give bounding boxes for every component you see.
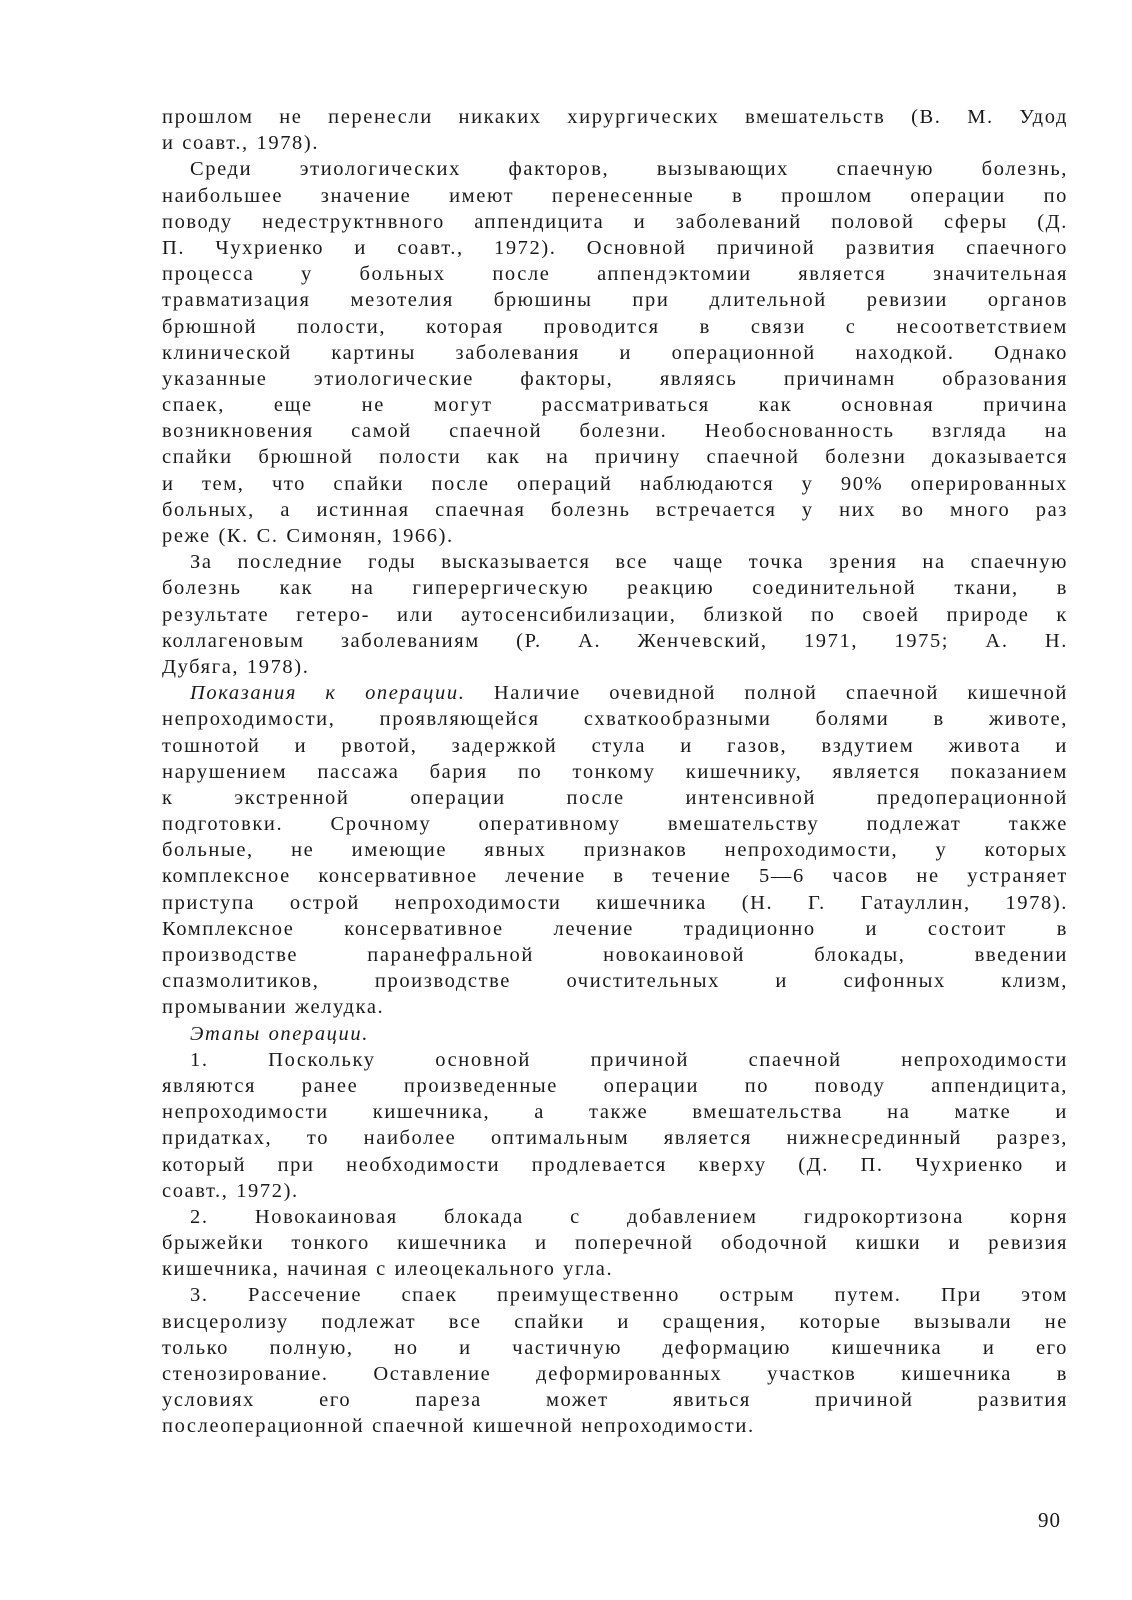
text-line: результате гетеро- или аутосенсибилизации, близкой по своей природе к — [162, 603, 1068, 626]
text-line: который при необходимости продлевается кверху (Д. П. Чухриенко и — [162, 1153, 1068, 1176]
text-line: Среди этиологических факторов, вызывающих спаечную болезнь, — [190, 158, 1068, 181]
paragraph-indications — [162, 680, 1068, 1020]
text-line: П. Чухриенко и соавт., 1972). Основной причиной развития спаечного — [162, 236, 1068, 259]
text-line: реже (К. С. Симонян, 1966). — [162, 525, 454, 547]
text-line: стенозирование. Оставление деформированных участков кишечника в — [162, 1363, 1068, 1385]
text-line: брыжейки тонкого кишечника и поперечной ободочной кишки и ревизия — [162, 1232, 1068, 1255]
text-line: указанные этиологические факторы, являясь причинамн образования — [162, 367, 1068, 390]
text-line: спазмолитиков, производстве очистительных и сифонных клизм, — [162, 970, 1068, 993]
list-item-step-3 — [162, 1282, 1068, 1439]
list-item-step-1 — [162, 1047, 1068, 1204]
paragraph-stages-heading — [162, 1021, 1068, 1047]
text-line — [162, 680, 1068, 706]
text-line: клинической картины заболевания и операционной находкой. Однако — [162, 341, 1068, 364]
text-line: нарушением пассажа бария по тонкому кишечнику, является показанием — [162, 760, 1068, 783]
text-line: болезнь как на гиперергическую реакцию соединительной ткани, в — [162, 577, 1068, 600]
list-item-step-2 — [162, 1204, 1068, 1283]
text-line: соавт., 1972). — [162, 1179, 299, 1202]
text-line: условиях его пареза может явиться причиной развития — [162, 1389, 1068, 1412]
text-line: и тем, что спайки после операций наблюдаются у 90% оперированных — [162, 472, 1068, 495]
paragraph — [162, 156, 1068, 549]
text-line: процесса у больных после аппендэктомии является значительная — [162, 263, 1068, 286]
text-line: Дубяга, 1978). — [162, 655, 310, 678]
text-line: приступа острой непроходимости кишечника (Н. Г. Гатауллин, 1978). — [162, 891, 1068, 914]
text-line: За последние годы высказывается все чаще точка зрения на спаечную — [190, 551, 1068, 574]
text-line: и соавт., 1978). — [162, 132, 320, 155]
text-line: непроходимости кишечника, а также вмешательства на матке и — [162, 1101, 1068, 1124]
text-line: придатках, то наиболее оптимальным является нижнесрединный разрез, — [162, 1127, 1068, 1150]
text-line: Комплексное консервативное лечение традиционно и состоит в — [162, 917, 1068, 940]
text-line: комплексное консервативное лечение в течение 5—6 часов не устраняет — [162, 865, 1068, 888]
text-line: брюшной полости, которая проводится в связи с несоответствием — [162, 315, 1068, 338]
page-body — [162, 104, 1068, 1440]
text-line: прошлом не перенесли никаких хирургических вмешательств (В. М. Удод — [162, 106, 1068, 128]
text-line: коллагеновым заболеваниям (Р. А. Женчевский, 1971, 1975; А. Н. — [162, 629, 1068, 652]
text-run: Наличие очевидной полной спаечной кишечной — [465, 682, 1068, 705]
text-line: 2. Новокаиновая блокада с добавлением гидрокортизона корня — [190, 1205, 1068, 1228]
text-line: поводу недеструктнвного аппендицита и заболеваний половой сферы (Д. — [162, 210, 1068, 233]
text-line: спайки брюшной полости как на причину спаечной болезни доказывается — [162, 446, 1068, 469]
text-line: непроходимости, проявляющейся схваткообразными болями в животе, — [162, 708, 1068, 731]
text-line: только полную, но и частичную деформацию кишечника и его — [162, 1336, 1068, 1359]
text-line: промывании желудка. — [162, 996, 385, 1019]
section-heading-indications: Показания к операции. — [190, 682, 466, 705]
text-line: спаек, еще не могут рассматриваться как основная причина — [162, 394, 1068, 417]
text-line: производстве паранефральной новокаиновой блокады, введении — [162, 944, 1068, 966]
text-line: наибольшее значение имеют перенесенные в прошлом операции по — [162, 184, 1068, 207]
paragraph — [162, 104, 1068, 156]
page-number: 90 — [1038, 1508, 1061, 1532]
text-line: 3. Рассечение спаек преимущественно острым путем. При этом — [190, 1284, 1068, 1307]
paragraph — [162, 549, 1068, 680]
text-line: кишечника, начиная с илеоцекального угла. — [162, 1258, 614, 1281]
text-line: больные, не имеющие явных признаков непроходимости, у которых — [162, 839, 1068, 862]
text-line: к экстренной операции после интенсивной предоперационной — [162, 786, 1068, 809]
text-line: возникновения самой спаечной болезни. Необоснованность взгляда на — [162, 420, 1068, 443]
text-line: являются ранее произведенные операции по поводу аппендицита, — [162, 1074, 1068, 1097]
text-line: висцеролизу подлежат все спайки и сращения, которые вызывали не — [162, 1310, 1068, 1333]
text-line: 1. Поскольку основной причиной спаечной непроходимости — [190, 1048, 1068, 1071]
section-heading-stages: Этапы операции. — [190, 1022, 369, 1045]
text-line: тошнотой и рвотой, задержкой стула и газов, вздутием живота и — [162, 734, 1068, 757]
text-line: травматизация мезотелия брюшины при длительной ревизии органов — [162, 289, 1068, 312]
text-line: больных, а истинная спаечная болезнь встречается у них во много раз — [162, 498, 1068, 521]
text-line: подготовки. Срочному оперативному вмешательству подлежат также — [162, 813, 1068, 836]
text-line: послеоперационной спаечной кишечной непроходимости. — [162, 1415, 755, 1438]
